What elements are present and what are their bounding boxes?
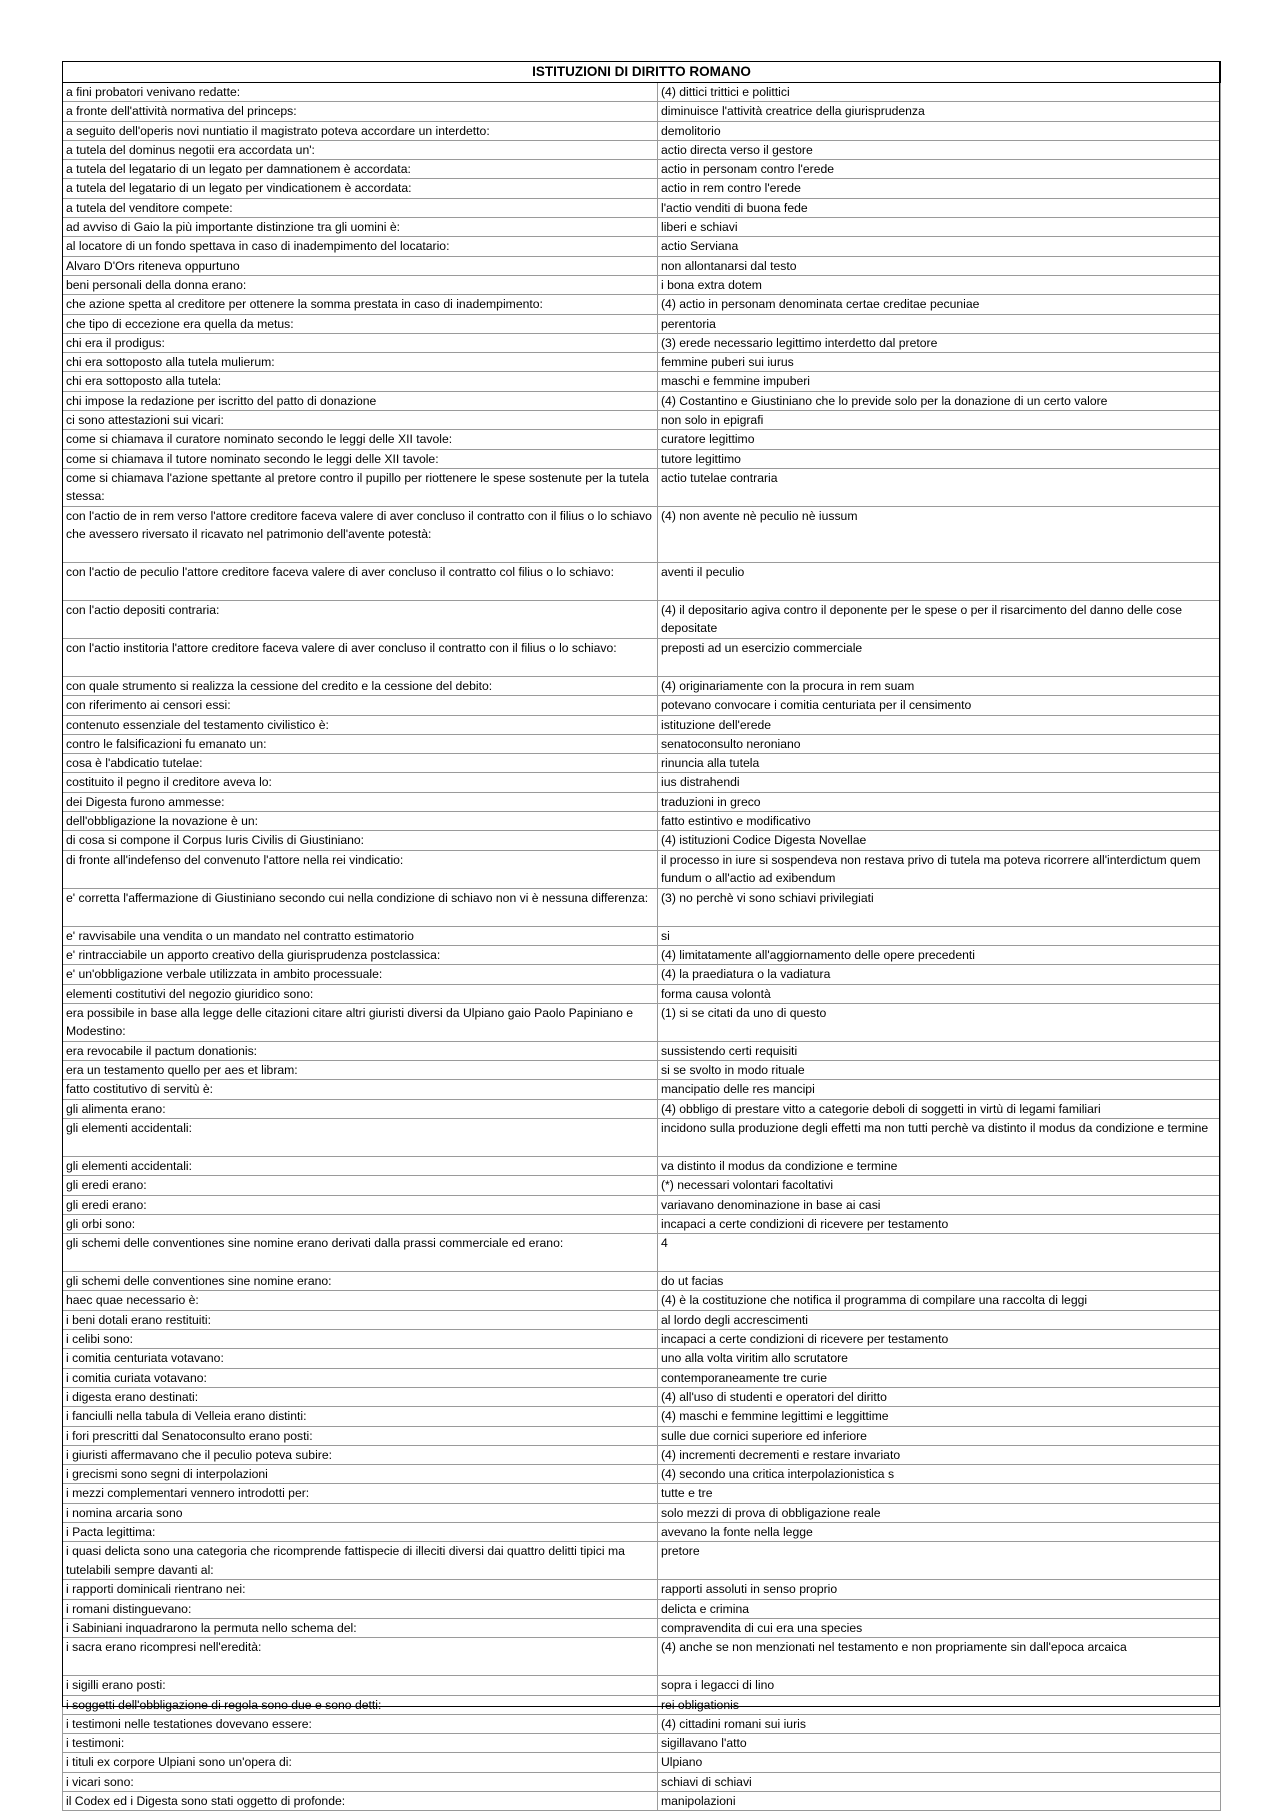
- table-row: [63, 237, 1221, 256]
- answer-cell: (4) all'uso di studenti e operatori del diritto: [658, 1387, 1221, 1406]
- question-cell: chi era sottoposto alla tutela:: [63, 372, 658, 391]
- answer-cell: tutte e tre: [658, 1484, 1221, 1503]
- table-row: [63, 1330, 1221, 1349]
- answer-cell: liberi e schiavi: [658, 218, 1221, 237]
- sheet-title: ISTITUZIONI DI DIRITTO ROMANO: [63, 62, 1221, 83]
- table-row: [63, 638, 1221, 676]
- question-cell: haec quae necessario è:: [63, 1291, 658, 1310]
- answer-cell: (4) la praediatura o la vadiatura: [658, 965, 1221, 984]
- table-row: [63, 333, 1221, 352]
- table-row: [63, 1618, 1221, 1637]
- question-cell: gli orbi sono:: [63, 1214, 658, 1233]
- answer-cell: fatto estintivo e modificativo: [658, 812, 1221, 831]
- question-cell: era revocabile il pactum donationis:: [63, 1041, 658, 1060]
- table-row: [63, 1061, 1221, 1080]
- answer-cell: sopra i legacci di lino: [658, 1676, 1221, 1695]
- table-row: [63, 1272, 1221, 1291]
- answer-cell: (4) istituzioni Codice Digesta Novellae: [658, 831, 1221, 850]
- answer-cell: sigillavano l'atto: [658, 1734, 1221, 1753]
- table-row: [63, 1523, 1221, 1542]
- answer-cell: perentoria: [658, 314, 1221, 333]
- table-row: [63, 275, 1221, 294]
- table-row: [63, 295, 1221, 314]
- table-row: [63, 1465, 1221, 1484]
- table-row: [63, 1349, 1221, 1368]
- question-cell: con quale strumento si realizza la cessione del credito e la cessione del debito:: [63, 676, 658, 695]
- table-row: [63, 984, 1221, 1003]
- table-row: [63, 1714, 1221, 1733]
- question-cell: a tutela del legatario di un legato per damnationem è accordata:: [63, 160, 658, 179]
- answer-cell: i bona extra dotem: [658, 275, 1221, 294]
- answer-cell: avevano la fonte nella legge: [658, 1523, 1221, 1542]
- table-row: [63, 140, 1221, 159]
- question-cell: i grecismi sono segni di interpolazioni: [63, 1465, 658, 1484]
- answer-cell: delicta e crimina: [658, 1599, 1221, 1618]
- answer-cell: actio in rem contro l'erede: [658, 179, 1221, 198]
- table-row: [63, 1118, 1221, 1156]
- table-row: [63, 121, 1221, 140]
- table-row: [63, 1503, 1221, 1522]
- table-row: [63, 1195, 1221, 1214]
- question-cell: i mezzi complementari vennero introdotti per:: [63, 1484, 658, 1503]
- answer-cell: Ulpiano: [658, 1753, 1221, 1772]
- table-row: [63, 1599, 1221, 1618]
- answer-cell: (4) è la costituzione che notifica il programma di compilare una raccolta di leggi: [658, 1291, 1221, 1310]
- table-row: [63, 715, 1221, 734]
- answer-cell: (4) il depositario agiva contro il deponente per le spese o per il risarcimento del danno delle cose depositate: [658, 600, 1221, 638]
- table-row: [63, 218, 1221, 237]
- table-row: [63, 773, 1221, 792]
- question-cell: Alvaro D'Ors riteneva oppurtuno: [63, 256, 658, 275]
- answer-cell: (*) necessari volontari facoltativi: [658, 1176, 1221, 1195]
- table-row: [63, 831, 1221, 850]
- question-cell: gli schemi delle conventiones sine nomine erano:: [63, 1272, 658, 1291]
- table-row: [63, 812, 1221, 831]
- answer-cell: tutore legittimo: [658, 449, 1221, 468]
- question-cell: che tipo di eccezione era quella da metus:: [63, 314, 658, 333]
- table-row: [63, 353, 1221, 372]
- answer-cell: maschi e femmine impuberi: [658, 372, 1221, 391]
- question-cell: a tutela del dominus negotii era accordata un':: [63, 140, 658, 159]
- table-row: [63, 314, 1221, 333]
- table-row: [63, 945, 1221, 964]
- answer-cell: l'actio venditi di buona fede: [658, 198, 1221, 217]
- answer-cell: (4) limitatamente all'aggiornamento delle opere precedenti: [658, 945, 1221, 964]
- answer-cell: uno alla volta viritim allo scrutatore: [658, 1349, 1221, 1368]
- table-row: [63, 1484, 1221, 1503]
- question-cell: dei Digesta furono ammesse:: [63, 792, 658, 811]
- table-row: [63, 1099, 1221, 1118]
- table-row: [63, 1753, 1221, 1772]
- answer-cell: contemporaneamente tre curie: [658, 1368, 1221, 1387]
- table-row: [63, 1676, 1221, 1695]
- answer-cell: schiavi di schiavi: [658, 1772, 1221, 1791]
- answer-cell: (4) non avente nè peculio nè iussum: [658, 506, 1221, 562]
- question-cell: con l'actio depositi contraria:: [63, 600, 658, 638]
- question-cell: i beni dotali erano restituiti:: [63, 1310, 658, 1329]
- table-row: [63, 506, 1221, 562]
- question-cell: i comitia curiata votavano:: [63, 1368, 658, 1387]
- table-row: [63, 1080, 1221, 1099]
- answer-cell: actio tutelae contraria: [658, 468, 1221, 506]
- table-row: [63, 468, 1221, 506]
- table-row: [63, 1638, 1221, 1676]
- question-cell: fatto costitutivo di servitù è:: [63, 1080, 658, 1099]
- question-cell: costituito il pegno il creditore aveva lo:: [63, 773, 658, 792]
- table-row: [63, 1234, 1221, 1272]
- answer-cell: (4) incrementi decrementi e restare invariato: [658, 1445, 1221, 1464]
- answer-cell: forma causa volontà: [658, 984, 1221, 1003]
- answer-cell: incapaci a certe condizioni di ricevere per testamento: [658, 1330, 1221, 1349]
- answer-cell: (4) anche se non menzionati nel testamento e non propriamente sin dall'epoca arcaica: [658, 1638, 1221, 1676]
- question-cell: i digesta erano destinati:: [63, 1387, 658, 1406]
- question-cell: i celibi sono:: [63, 1330, 658, 1349]
- table-row: [63, 1772, 1221, 1791]
- answer-cell: (4) dittici trittici e polittici: [658, 83, 1221, 102]
- answer-cell: do ut facias: [658, 1272, 1221, 1291]
- answer-cell: (4) Costantino e Giustiniano che lo previde solo per la donazione di un certo valore: [658, 391, 1221, 410]
- answer-cell: (4) originariamente con la procura in rem suam: [658, 676, 1221, 695]
- table-row: [63, 696, 1221, 715]
- table-row: [63, 1387, 1221, 1406]
- table-row: [63, 754, 1221, 773]
- question-cell: era possibile in base alla legge delle citazioni citare altri giuristi diversi da Ulpiano gaio Paolo Papiniano e Modestino:: [63, 1003, 658, 1041]
- answer-cell: istituzione dell'erede: [658, 715, 1221, 734]
- question-cell: gli schemi delle conventiones sine nomine erano derivati dalla prassi commerciale ed erano:: [63, 1234, 658, 1272]
- answer-cell: (4) actio in personam denominata certae creditae pecuniae: [658, 295, 1221, 314]
- quiz-table: [62, 61, 1221, 1811]
- question-cell: i romani distinguevano:: [63, 1599, 658, 1618]
- answer-cell: aventi il peculio: [658, 562, 1221, 600]
- question-cell: gli alimenta erano:: [63, 1099, 658, 1118]
- table-row: [63, 179, 1221, 198]
- question-cell: che azione spetta al creditore per ottenere la somma prestata in caso di inadempimento:: [63, 295, 658, 314]
- answer-cell: actio Serviana: [658, 237, 1221, 256]
- question-cell: i Pacta legittima:: [63, 1523, 658, 1542]
- answer-cell: actio directa verso il gestore: [658, 140, 1221, 159]
- answer-cell: manipolazioni: [658, 1792, 1221, 1811]
- answer-cell: (1) si se citati da uno di questo: [658, 1003, 1221, 1041]
- answer-cell: rei obligationis: [658, 1695, 1221, 1714]
- answer-cell: ius distrahendi: [658, 773, 1221, 792]
- table-row: [63, 1003, 1221, 1041]
- question-cell: con riferimento ai censori essi:: [63, 696, 658, 715]
- answer-cell: curatore legittimo: [658, 430, 1221, 449]
- answer-cell: potevano convocare i comitia centuriata per il censimento: [658, 696, 1221, 715]
- table-row: [63, 676, 1221, 695]
- question-cell: i nomina arcaria sono: [63, 1503, 658, 1522]
- question-cell: il Codex ed i Digesta sono stati oggetto di profonde:: [63, 1792, 658, 1811]
- question-cell: i sacra erano ricompresi nell'eredità:: [63, 1638, 658, 1676]
- answer-cell: pretore: [658, 1542, 1221, 1580]
- question-cell: elementi costitutivi del negozio giuridico sono:: [63, 984, 658, 1003]
- table-row: [63, 965, 1221, 984]
- question-cell: gli elementi accidentali:: [63, 1156, 658, 1175]
- answer-cell: incidono sulla produzione degli effetti ma non tutti perchè va distinto il modus da condizione e termine: [658, 1118, 1221, 1156]
- answer-cell: (4) obbligo di prestare vitto a categorie deboli di soggetti in virtù di legami familiari: [658, 1099, 1221, 1118]
- question-cell: i Sabiniani inquadrarono la permuta nello schema del:: [63, 1618, 658, 1637]
- answer-cell: va distinto il modus da condizione e termine: [658, 1156, 1221, 1175]
- table-row: [63, 1407, 1221, 1426]
- table-row: [63, 1310, 1221, 1329]
- question-cell: a fini probatori venivano redatte:: [63, 83, 658, 102]
- answer-cell: sussistendo certi requisiti: [658, 1041, 1221, 1060]
- question-cell: come si chiamava l'azione spettante al pretore contro il pupillo per riottenere le spese sostenute per la tutela stessa:: [63, 468, 658, 506]
- table-row: [63, 1445, 1221, 1464]
- question-cell: i soggetti dell'obbligazione di regola sono due e sono detti:: [63, 1695, 658, 1714]
- question-cell: i fanciulli nella tabula di Velleia erano distinti:: [63, 1407, 658, 1426]
- question-cell: ci sono attestazioni sui vicari:: [63, 411, 658, 430]
- question-cell: di cosa si compone il Corpus Iuris Civilis di Giustiniano:: [63, 831, 658, 850]
- answer-cell: (4) secondo una critica interpolazionistica s: [658, 1465, 1221, 1484]
- question-cell: i giuristi affermavano che il peculio poteva subire:: [63, 1445, 658, 1464]
- question-cell: a fronte dell'attività normativa del princeps:: [63, 102, 658, 121]
- question-cell: gli eredi erano:: [63, 1176, 658, 1195]
- table-row: [63, 256, 1221, 275]
- question-cell: di fronte all'indefenso del convenuto l'attore nella rei vindicatio:: [63, 850, 658, 888]
- table-row: [63, 734, 1221, 753]
- answer-cell: non solo in epigrafi: [658, 411, 1221, 430]
- table-row: [63, 1734, 1221, 1753]
- question-cell: come si chiamava il tutore nominato secondo le leggi delle XII tavole:: [63, 449, 658, 468]
- table-row: [63, 1695, 1221, 1714]
- question-cell: i testimoni:: [63, 1734, 658, 1753]
- answer-cell: si: [658, 926, 1221, 945]
- question-cell: e' corretta l'affermazione di Giustiniano secondo cui nella condizione di schiavo non vi è nessuna differenza:: [63, 888, 658, 926]
- question-cell: a tutela del venditore compete:: [63, 198, 658, 217]
- answer-cell: sulle due cornici superiore ed inferiore: [658, 1426, 1221, 1445]
- answer-cell: solo mezzi di prova di obbligazione reale: [658, 1503, 1221, 1522]
- answer-cell: compravendita di cui era una species: [658, 1618, 1221, 1637]
- table-row: [63, 1041, 1221, 1060]
- table-row: [63, 449, 1221, 468]
- answer-cell: (4) maschi e femmine legittimi e leggittime: [658, 1407, 1221, 1426]
- answer-cell: 4: [658, 1234, 1221, 1272]
- question-cell: a seguito dell'operis novi nuntiatio il magistrato poteva accordare un interdetto:: [63, 121, 658, 140]
- answer-cell: rinuncia alla tutela: [658, 754, 1221, 773]
- question-cell: chi era sottoposto alla tutela mulierum:: [63, 353, 658, 372]
- question-cell: i tituli ex corpore Ulpiani sono un'opera di:: [63, 1753, 658, 1772]
- answer-cell: incapaci a certe condizioni di ricevere per testamento: [658, 1214, 1221, 1233]
- table-row: [63, 1214, 1221, 1233]
- answer-cell: diminuisce l'attività creatrice della giurisprudenza: [658, 102, 1221, 121]
- table-row: [63, 1291, 1221, 1310]
- table-row: [63, 102, 1221, 121]
- question-cell: contenuto essenziale del testamento civilistico è:: [63, 715, 658, 734]
- answer-cell: (4) cittadini romani sui iuris: [658, 1714, 1221, 1733]
- table-row: [63, 850, 1221, 888]
- table-row: [63, 1542, 1221, 1580]
- question-cell: chi impose la redazione per iscritto del patto di donazione: [63, 391, 658, 410]
- question-cell: i quasi delicta sono una categoria che ricomprende fattispecie di illeciti diversi dai quattro delitti tipici ma tutelabili sempre davanti al:: [63, 1542, 658, 1580]
- question-cell: era un testamento quello per aes et libram:: [63, 1061, 658, 1080]
- question-cell: con l'actio institoria l'attore creditore faceva valere di aver concluso il contratto con il filius o lo schiavo:: [63, 638, 658, 676]
- answer-cell: al lordo degli accrescimenti: [658, 1310, 1221, 1329]
- question-cell: con l'actio de peculio l'attore creditore faceva valere di aver concluso il contratto col filius o lo schiavo:: [63, 562, 658, 600]
- question-cell: ad avviso di Gaio la più importante distinzione tra gli uomini è:: [63, 218, 658, 237]
- answer-cell: variavano denominazione in base ai casi: [658, 1195, 1221, 1214]
- answer-cell: actio in personam contro l'erede: [658, 160, 1221, 179]
- answer-cell: il processo in iure si sospendeva non restava privo di tutela ma poteva ricorrere all'interdictum quem fundum o all'actio ad exibendum: [658, 850, 1221, 888]
- answer-cell: non allontanarsi dal testo: [658, 256, 1221, 275]
- question-cell: dell'obbligazione la novazione è un:: [63, 812, 658, 831]
- question-cell: chi era il prodigus:: [63, 333, 658, 352]
- answer-cell: senatoconsulto neroniano: [658, 734, 1221, 753]
- question-cell: gli eredi erano:: [63, 1195, 658, 1214]
- answer-cell: (3) erede necessario legittimo interdetto dal pretore: [658, 333, 1221, 352]
- question-cell: gli elementi accidentali:: [63, 1118, 658, 1156]
- answer-cell: preposti ad un esercizio commerciale: [658, 638, 1221, 676]
- table-row: [63, 1792, 1221, 1811]
- answer-cell: femmine puberi sui iurus: [658, 353, 1221, 372]
- table-row: [63, 1176, 1221, 1195]
- question-cell: i sigilli erano posti:: [63, 1676, 658, 1695]
- answer-cell: traduzioni in greco: [658, 792, 1221, 811]
- question-cell: beni personali della donna erano:: [63, 275, 658, 294]
- answer-cell: si se svolto in modo rituale: [658, 1061, 1221, 1080]
- question-cell: i comitia centuriata votavano:: [63, 1349, 658, 1368]
- answer-cell: rapporti assoluti in senso proprio: [658, 1580, 1221, 1599]
- table-row: [63, 888, 1221, 926]
- question-cell: i fori prescritti dal Senatoconsulto erano posti:: [63, 1426, 658, 1445]
- question-cell: e' un'obbligazione verbale utilizzata in ambito processuale:: [63, 965, 658, 984]
- table-body: [63, 83, 1221, 1811]
- question-cell: e' ravvisabile una vendita o un mandato nel contratto estimatorio: [63, 926, 658, 945]
- question-cell: cosa è l'abdicatio tutelae:: [63, 754, 658, 773]
- answer-cell: demolitorio: [658, 121, 1221, 140]
- question-cell: al locatore di un fondo spettava in caso di inadempimento del locatario:: [63, 237, 658, 256]
- title-row: [63, 62, 1221, 83]
- table-row: [63, 1580, 1221, 1599]
- table-row: [63, 430, 1221, 449]
- question-cell: come si chiamava il curatore nominato secondo le leggi delle XII tavole:: [63, 430, 658, 449]
- answer-cell: mancipatio delle res mancipi: [658, 1080, 1221, 1099]
- table-row: [63, 198, 1221, 217]
- answer-cell: (3) no perchè vi sono schiavi privilegiati: [658, 888, 1221, 926]
- table-row: [63, 792, 1221, 811]
- question-cell: i testimoni nelle testationes dovevano essere:: [63, 1714, 658, 1733]
- question-cell: e' rintracciabile un apporto creativo della giurisprudenza postclassica:: [63, 945, 658, 964]
- question-cell: i vicari sono:: [63, 1772, 658, 1791]
- question-cell: i rapporti dominicali rientrano nei:: [63, 1580, 658, 1599]
- table-row: [63, 1156, 1221, 1175]
- table-row: [63, 562, 1221, 600]
- table-row: [63, 600, 1221, 638]
- question-cell: con l'actio de in rem verso l'attore creditore faceva valere di aver concluso il contratto con il filius o lo schiavo che avessero riversato il ricavato nel patrimonio dell'avente potestà:: [63, 506, 658, 562]
- table-row: [63, 1426, 1221, 1445]
- table-row: [63, 372, 1221, 391]
- question-cell: contro le falsificazioni fu emanato un:: [63, 734, 658, 753]
- table-row: [63, 411, 1221, 430]
- table-row: [63, 1368, 1221, 1387]
- table-row: [63, 391, 1221, 410]
- table-row: [63, 83, 1221, 102]
- table-row: [63, 926, 1221, 945]
- table-row: [63, 160, 1221, 179]
- question-cell: a tutela del legatario di un legato per vindicationem è accordata:: [63, 179, 658, 198]
